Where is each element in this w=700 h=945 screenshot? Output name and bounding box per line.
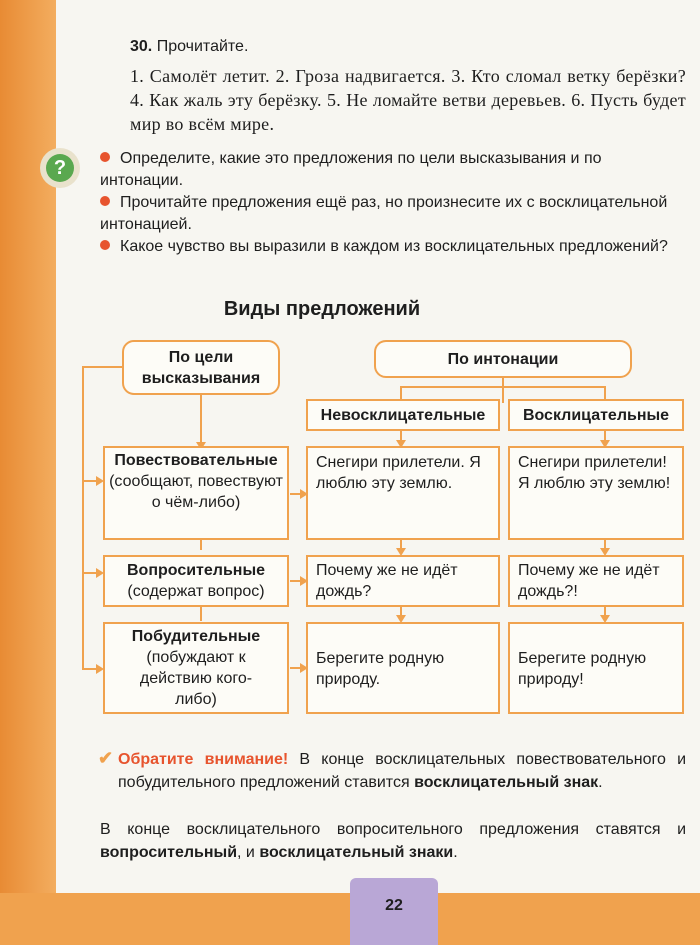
sentence-type-description: (побуждают к действию кого-либо): [139, 649, 253, 708]
example-box: [306, 622, 500, 714]
exercise-instruction: Прочитайте.: [156, 38, 249, 55]
note-emphasis: вопросительный: [100, 844, 238, 861]
diagram-title: Виды предложений: [223, 298, 421, 320]
note-emphasis: восклицательный знаки: [259, 844, 454, 861]
question-icon: [40, 148, 80, 188]
sentence-type-name: Повествовательные: [114, 452, 278, 469]
example-text: Почему же не идёт дождь?: [316, 562, 458, 600]
attention-label: Обратите внимание!: [118, 751, 289, 768]
attention-note: [118, 748, 686, 794]
example-text: Почему же не идёт дождь?!: [518, 562, 660, 600]
sentence-type-name: Вопросительные: [126, 562, 266, 579]
exercise-text: 1. Самолёт летит. 2. Гроза надвигается. 3. Кто сломал ветку берёзки? 4. Как жаль эту берёзку. 5. Не ломайте ветви деревьев. 6. Пусть будет мир во всём мире.: [130, 66, 686, 134]
exclamatory-label: Восклицательные: [522, 407, 670, 424]
note-text: В конце восклицательных повествовательного и побудительного предложений ставится: [118, 751, 687, 791]
purpose-header-label: По цели высказывания: [141, 349, 261, 387]
sentence-type-description: (содержат вопрос): [127, 583, 265, 600]
note-text: В конце восклицательного вопросительного предложения ставятся и: [100, 821, 686, 838]
connector-line: [200, 540, 202, 550]
purpose-header-box: [122, 340, 280, 395]
page-margin-strip: [0, 0, 56, 945]
note-punct: .: [453, 844, 458, 861]
example-text: Берегите родную природу!: [518, 650, 647, 688]
task-item: [100, 236, 686, 258]
connector-line: [400, 386, 606, 388]
connector-line: [200, 605, 202, 621]
sentence-type-box: [103, 622, 289, 714]
task-text: Определите, какие это предложения по цели высказывания и по интонации.: [100, 150, 602, 189]
task-item: [100, 148, 686, 192]
sentence-type-name: Побудительные: [131, 628, 261, 645]
connector-line: [82, 366, 84, 670]
sentence-type-description: (сообщают, повествуют о чём-либо): [109, 473, 283, 511]
intonation-header-label: По интонации: [447, 351, 559, 368]
connector-line: [200, 392, 202, 446]
connector-line: [502, 377, 504, 403]
nonexclamatory-header: [306, 399, 500, 431]
exercise-number: 30.: [130, 38, 153, 55]
exclamatory-header: [508, 399, 684, 431]
example-box: [508, 555, 684, 607]
example-box: [306, 555, 500, 607]
connector-line: [82, 366, 124, 368]
nonexclamatory-label: Невосклицательные: [320, 407, 486, 424]
exercise-header: [130, 38, 248, 56]
note-emphasis: восклицательный знак: [414, 774, 599, 791]
note-punct: .: [598, 774, 603, 791]
task-text: Какое чувство вы выразили в каждом из восклицательных предложений?: [120, 238, 668, 255]
example-text: Снегири прилетели! Я люблю эту землю!: [518, 454, 671, 492]
note-punct: , и: [237, 844, 255, 861]
example-box: [508, 622, 684, 714]
bullet-icon: [100, 196, 110, 206]
sentence-type-box: [103, 555, 289, 607]
bullet-icon: [100, 240, 110, 250]
example-box: [306, 446, 500, 540]
sentence-type-box: [103, 446, 289, 540]
example-box: [508, 446, 684, 540]
bullet-icon: [100, 152, 110, 162]
example-text: Снегири прилетели. Я люблю эту землю.: [316, 454, 481, 492]
page-number: 22: [350, 878, 438, 945]
attention-note-continued: [100, 818, 686, 864]
task-item: [100, 192, 686, 236]
intonation-header-box: [374, 340, 632, 378]
example-text: Берегите родную природу.: [316, 650, 445, 688]
checkmark-icon: ✔: [98, 748, 114, 768]
task-text: Прочитайте предложения ещё раз, но произнесите их с восклицательной интонацией.: [100, 194, 668, 233]
question-mark: ?: [46, 154, 74, 182]
